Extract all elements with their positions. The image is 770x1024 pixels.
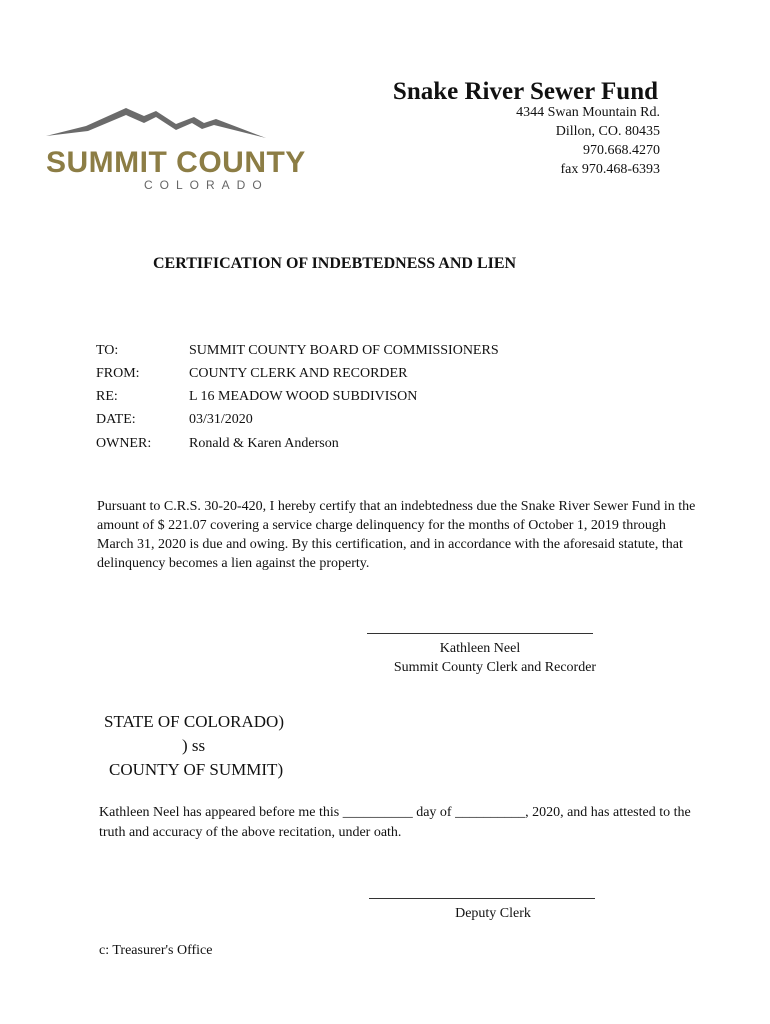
- address-street: 4344 Swan Mountain Rd.: [516, 105, 660, 120]
- organization-name: Snake River Sewer Fund: [392, 78, 658, 105]
- document-title: CERTIFICATION OF INDEBTEDNESS AND LIEN: [153, 255, 517, 272]
- venue-county: COUNTY OF SUMMIT): [109, 760, 284, 779]
- deputy-signature-line: [369, 898, 595, 899]
- clerk-signature-line: [367, 633, 593, 634]
- address-city: Dillon, CO. 80435: [555, 124, 660, 139]
- memo-label-owner: OWNER:: [96, 436, 152, 451]
- certification-paragraph: Pursuant to C.R.S. 30-20-420, I hereby certify that an indebtedness due the Snake River Sewer Fund in the amount of $ 221.07 covering a service charge delinquency for the months of October 1, 2019 through March 31, 2020 is due and owing. By this certification, and in accordance with the aforesaid statute, that delinquency becomes a lien against the property.: [97, 499, 696, 571]
- clerk-name: Kathleen Neel: [439, 641, 521, 656]
- memo-value-date: 03/31/2020: [189, 412, 253, 427]
- logo-title: SUMMIT COUNTY: [46, 146, 306, 179]
- memo-value-re: L 16 MEADOW WOOD SUBDIVISON: [189, 389, 418, 404]
- mountains-icon: [46, 108, 266, 138]
- deputy-title: Deputy Clerk: [455, 906, 531, 921]
- clerk-title: Summit County Clerk and Recorder: [393, 660, 597, 675]
- venue-ss: ) ss: [182, 736, 206, 755]
- memo-label-date: DATE:: [96, 412, 136, 427]
- address-fax: fax 970.468-6393: [560, 162, 660, 177]
- memo-value-to: SUMMIT COUNTY BOARD OF COMMISSIONERS: [189, 343, 499, 358]
- logo-subtitle: COLORADO: [144, 178, 269, 192]
- acknowledgment-paragraph: Kathleen Neel has appeared before me this __________ day of __________, 2020, and has attested to the truth and accuracy of the above recitation, under oath.: [99, 805, 691, 840]
- venue-state: STATE OF COLORADO): [104, 712, 284, 731]
- cc-line: c: Treasurer's Office: [99, 943, 213, 958]
- memo-label-to: TO:: [96, 343, 119, 358]
- summit-county-logo: [44, 104, 269, 144]
- memo-value-from: COUNTY CLERK AND RECORDER: [189, 366, 408, 381]
- address-phone: 970.668.4270: [583, 143, 660, 158]
- memo-label-from: FROM:: [96, 366, 140, 381]
- memo-label-re: RE:: [96, 389, 118, 404]
- memo-value-owner: Ronald & Karen Anderson: [189, 436, 339, 451]
